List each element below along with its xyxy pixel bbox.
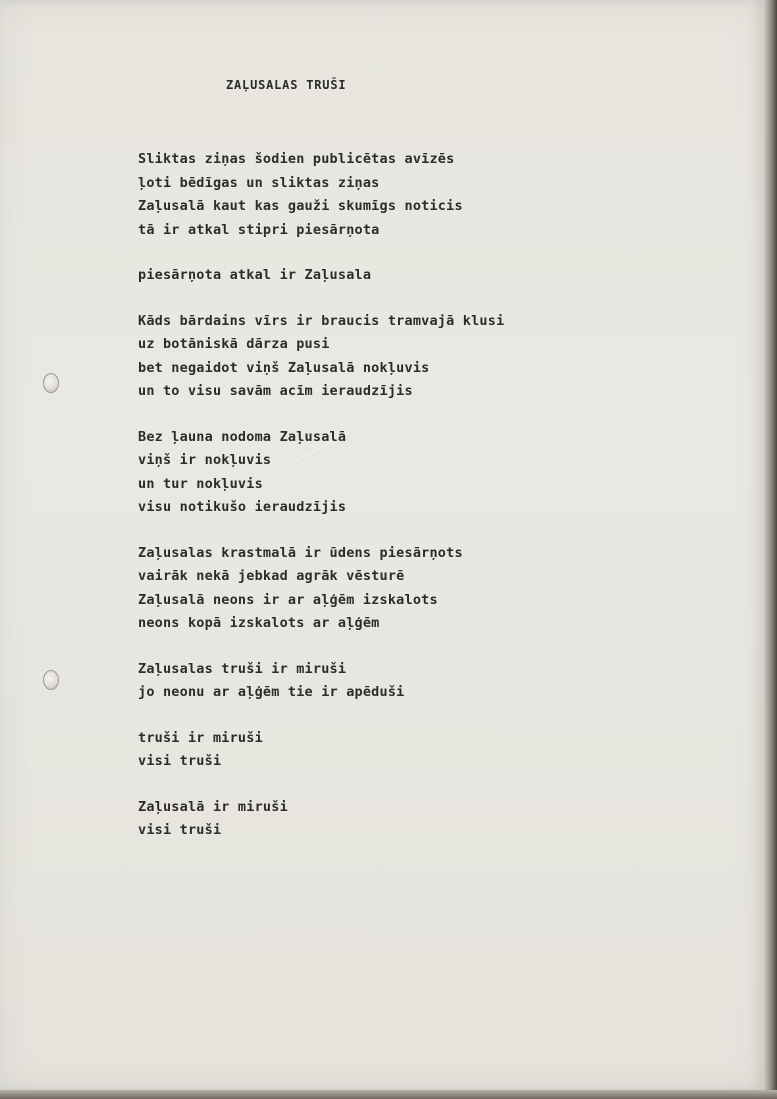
poem-line: Zaļusalas truši ir miruši [138,660,347,677]
page-bottom-shadow [0,1090,777,1099]
poem-line: Kāds bārdains vīrs ir braucis tramvajā klusi [138,312,505,329]
stanza-8 [138,796,504,843]
poem-line: ļoti bēdīgas un sliktas ziņas [138,174,380,191]
poem-title: ZAĻUSALAS TRUŠI [226,78,347,92]
stanza-7 [138,727,504,774]
poem-line: Zaļusalā neons ir ar aļģēm izskalots [138,591,438,608]
page-edge-shadow [764,0,777,1099]
poem-line: uz botāniskā dārza pusi [138,336,330,352]
poem-line: visi truši [138,822,222,838]
poem-line: truši ir miruši [138,729,263,746]
punch-hole-bottom [43,670,59,690]
poem-line: un to visu savām acīm ieraudzījis [138,383,413,399]
stanza-3 [138,310,504,404]
poem-line: visu notikušo ieraudzījis [138,499,347,515]
poem-line: visi truši [138,753,222,769]
poem-line: jo neonu ar aļģēm tie ir apēduši [138,684,405,700]
stanza-1 [138,148,504,242]
stanza-6 [138,658,504,705]
poem-line: Zaļusalas krastmalā ir ūdens piesārņots [138,544,463,561]
poem-line: vairāk nekā jebkad agrāk vēsturē [138,568,405,584]
poem-line: Bez ļauna nodoma Zaļusalā [138,428,347,445]
poem-line: Sliktas ziņas šodien publicētas avīzēs [138,151,455,167]
poem-line: piesārņota atkal ir Zaļusala [138,267,372,283]
poem-line: neons kopā izskalots ar aļģēm [138,615,380,631]
punch-hole-top [43,373,59,393]
stanza-5 [138,542,504,636]
poem-body [138,148,504,865]
poem-line: viņš ir nokļuvis [138,452,272,468]
poem-line: tā ir atkal stipri piesārņota [138,221,380,238]
poem-line: bet negaidot viņš Zaļusalā nokļuvis [138,359,430,376]
poem-line: un tur nokļuvis [138,475,263,492]
stanza-2 [138,264,504,288]
stanza-4 [138,426,504,520]
poem-line: Zaļusalā kaut kas gauži skumīgs noticis [138,198,463,214]
poem-line: Zaļusalā ir miruši [138,798,288,815]
